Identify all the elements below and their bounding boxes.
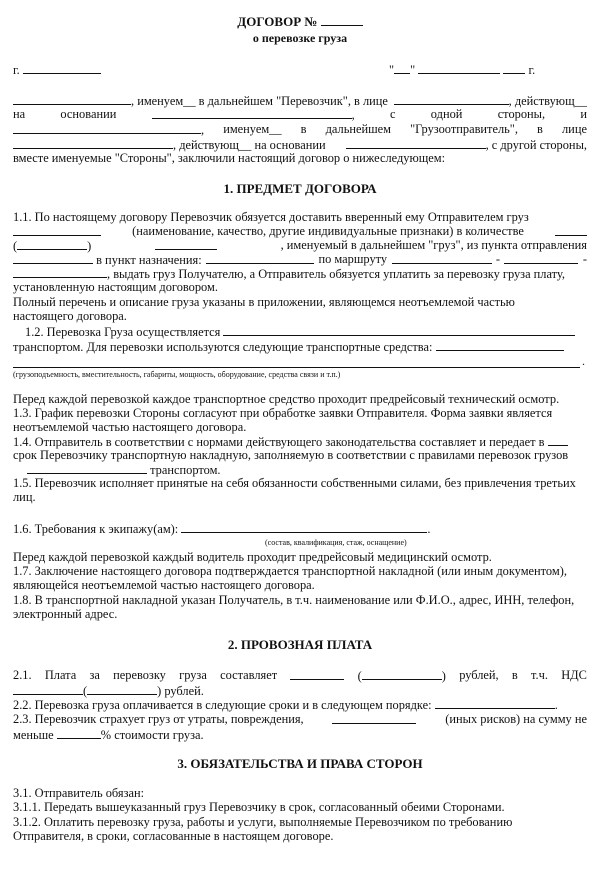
medical-inspection: Перед каждой перевозкой каждый водитель проходит предрейсовый медицинский осмотр. [13, 550, 492, 564]
preamble-line-2: на основании , с одной стороны, и [13, 107, 587, 122]
p21-line-1: 2.1. Плата за перевозку груза составляет ( ) рублей, в т.ч. НДС [13, 668, 587, 683]
city-date-line [13, 62, 587, 77]
preamble-line-5: вместе именуемые "Стороны", заключили настоящий договор о нижеследующем: [13, 151, 446, 165]
year-blank [503, 62, 525, 74]
preamble-line-3: , именуем__ в дальнейшем "Грузоотправитель", в лице [13, 122, 587, 137]
city-blank [23, 62, 101, 74]
section-3-heading: 3. ОБЯЗАТЕЛЬСТВА И ПРАВА СТОРОН [177, 756, 423, 771]
contract-subtitle: о перевозке груза [252, 31, 348, 45]
vehicles-blank-line [13, 367, 580, 368]
date-block: " " г. [389, 63, 536, 77]
p13-line-1: 1.3. График перевозки Стороны согласуют при обработке заявки Отправителя. Форма заявки является [13, 406, 553, 420]
preamble-line-4: , действующ__ на основании , с другой стороны, [13, 137, 587, 152]
p12-line-2: транспортом. Для перевозки используются следующие транспортные средства: [13, 339, 587, 354]
p14-line-3: транспортом. [13, 462, 587, 477]
p22-line: 2.2. Перевозка груза оплачивается в следующие сроки и в следующем порядке: . [13, 698, 558, 712]
preamble-line-1: , именуем__ в дальнейшем "Перевозчик", в лице , действующ__ [13, 93, 587, 108]
day-blank [394, 62, 410, 74]
p11-line-2: (наименование, качество, другие индивидуальные признаки) в количестве [13, 224, 587, 238]
tech-inspection: Перед каждой перевозкой каждое транспортное средство проходит предрейсовый технический осмотр. [13, 392, 560, 406]
title-text: ДОГОВОР № [237, 14, 318, 29]
contract-number-blank [321, 14, 363, 26]
p11-line-4: в пункт назначения: по маршруту - - [13, 252, 587, 267]
p11-line-6: установленную настоящим договором. [13, 280, 218, 294]
p14-line-1: 1.4. Отправитель в соответствии с нормами действующего законодательства составляет и передает в [13, 434, 587, 449]
section-2-heading: 2. ПРОВОЗНАЯ ПЛАТА [227, 637, 373, 652]
p21-line-2: ( ) рублей. [13, 683, 587, 698]
p15-line-1: 1.5. Перевозчик исполняет принятые на себя обязанности собственными силами, без привлечения третьих [13, 476, 576, 490]
city-prefix: г. [13, 63, 20, 77]
year-suffix: г. [528, 63, 536, 77]
p18-line-1: 1.8. В транспортной накладной указан Получатель, в т.ч. наименование или Ф.И.О., адрес, ИНН, телефон, [13, 593, 575, 607]
p17-line-2: являющейся неотъемлемой частью настоящего договора. [13, 578, 315, 592]
p311-line: 3.1.1. Передать вышеуказанный груз Перевозчику в срок, согласованный обеими Сторонами. [13, 800, 505, 814]
p23-line-2: меньше % стоимости груза. [13, 728, 204, 742]
month-blank [418, 62, 500, 74]
contract-title [0, 14, 600, 30]
p13-line-2: неотъемлемой частью настоящего договора. [13, 420, 247, 434]
full-list-line-2: настоящего договора. [13, 309, 127, 323]
p31-line: 3.1. Отправитель обязан: [13, 786, 145, 800]
p23-line-1: 2.3. Перевозчик страхует груз от утраты, повреждения, (иных рисков) на сумму не [13, 712, 587, 726]
p16-line: 1.6. Требования к экипажу(ам): . [13, 522, 431, 536]
p12-line-1: 1.2. Перевозка Груза осуществляется [25, 324, 587, 339]
p11-line-1: 1.1. По настоящему договору Перевозчик обязуется доставить вверенный ему Отправителем груз [13, 210, 529, 224]
p14-line-2: срок Перевозчику транспортную накладную, заполняемую в соответствии с правилами перевозок грузов [13, 448, 569, 462]
p12-note: (грузоподъемность, вместительность, габариты, мощность, оборудование, средства связи и т.п.) [13, 370, 341, 379]
p312-line-2: Отправителя, в сроки, согласованные в настоящем договоре. [13, 829, 334, 843]
p11-line-5: , выдать груз Получателю, а Отправитель обязуется уплатить за перевозку груза плату, [13, 266, 587, 281]
section-1-heading: 1. ПРЕДМЕТ ДОГОВОРА [223, 181, 377, 196]
full-list-line-1: Полный перечень и описание груза указаны в приложении, являющемся неотъемлемой частью [13, 295, 515, 309]
p17-line-1: 1.7. Заключение настоящего договора подтверждается транспортной накладной (или иным документом), [13, 564, 567, 578]
p18-line-2: электронный адрес. [13, 607, 118, 621]
p11-line-3: ( ) , именуемый в дальнейшем "груз", из пункта отправления [13, 238, 587, 253]
p15-line-2: лиц. [13, 490, 36, 504]
p16-note: (состав, квалификация, стаж, оснащение) [265, 538, 407, 547]
p312-line-1: 3.1.2. Оплатить перевозку груза, работы и услуги, выполняемые Перевозчиком по требованию [13, 815, 513, 829]
